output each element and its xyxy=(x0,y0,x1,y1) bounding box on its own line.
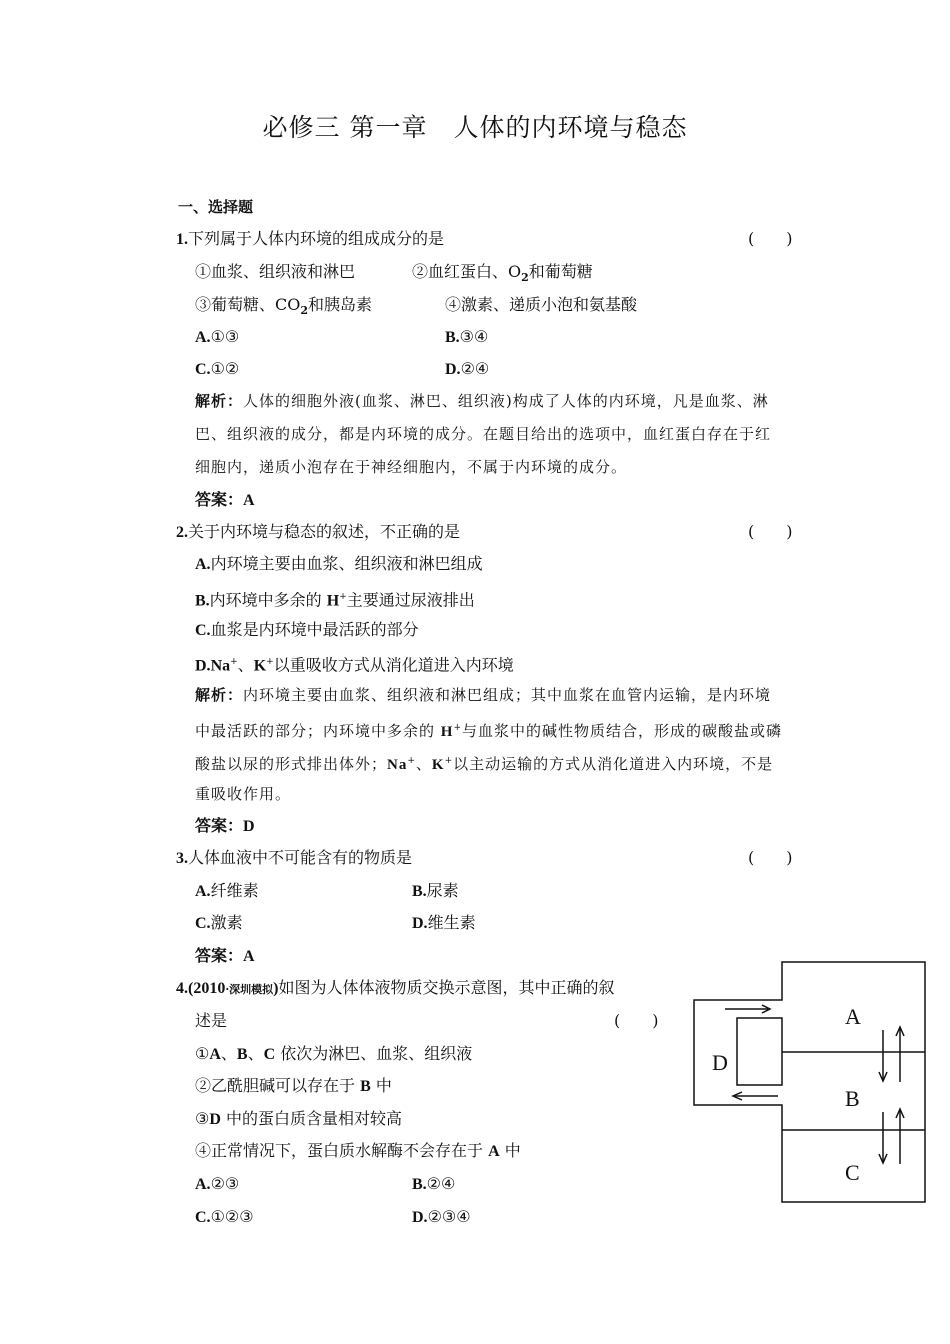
answer-value: A xyxy=(243,948,255,965)
answer-value: D xyxy=(243,818,255,835)
option-letter: B. xyxy=(412,1176,427,1193)
option-text: ①② xyxy=(210,359,240,378)
question-number: 3. xyxy=(176,850,188,867)
statement-text: 中 xyxy=(370,1076,392,1095)
separator: 、 xyxy=(247,1044,264,1063)
question-number: 4. xyxy=(176,980,188,997)
option-c xyxy=(195,1206,254,1229)
separator: 、 xyxy=(220,1044,237,1063)
option-d xyxy=(445,358,489,381)
ion-symbol: K xyxy=(431,757,445,773)
option-text: ②③④ xyxy=(427,1207,471,1226)
statement-3 xyxy=(195,1108,402,1131)
option-text: ②④ xyxy=(426,1174,456,1193)
option-letter: B. xyxy=(195,592,210,610)
option-text: 激素 xyxy=(210,913,243,932)
option-letter: C. xyxy=(195,915,211,932)
explanation-text: 与血浆中的碱性物质结合，形成的碳酸盐或磷 xyxy=(462,722,783,740)
statement-text: ③ xyxy=(195,1109,210,1128)
ion-symbol: H xyxy=(440,724,454,740)
answer-bracket: ( ) xyxy=(748,848,793,867)
option-text: 维生素 xyxy=(427,913,476,932)
letter: D xyxy=(209,1111,221,1128)
superscript: + xyxy=(230,657,238,667)
ion-symbol: K xyxy=(253,657,267,675)
label-d: D xyxy=(712,1050,728,1075)
statement-text: 和葡萄糖 xyxy=(528,262,593,281)
letter: B xyxy=(236,1046,248,1063)
option-letter: A. xyxy=(195,556,211,573)
option-letter: D. xyxy=(412,1209,428,1226)
option-text: ②④ xyxy=(460,359,490,378)
separator: 、 xyxy=(237,655,254,675)
answer-label: 答案： xyxy=(195,818,244,835)
subscript: 2 xyxy=(521,271,529,285)
diagram-outline xyxy=(694,962,925,1202)
option-c xyxy=(195,619,419,642)
explanation-line xyxy=(195,390,769,413)
statement-text: ④正常情况下，蛋白质水解酶不会存在于 xyxy=(195,1141,489,1160)
superscript: + xyxy=(266,657,274,667)
explanation-line: 重吸收作用。 xyxy=(195,785,292,803)
option-d xyxy=(195,651,514,677)
ion-symbol: Na xyxy=(210,657,231,675)
label-c: C xyxy=(845,1160,860,1185)
label-b: B xyxy=(845,1086,860,1111)
d-inner-box xyxy=(737,1018,782,1085)
question-text: 关于内环境与稳态的叙述，不正确的是 xyxy=(188,522,461,541)
option-a xyxy=(195,553,483,576)
option-text: ②③ xyxy=(210,1174,240,1193)
option-c xyxy=(195,358,239,381)
option-text: 主要通过尿液排出 xyxy=(346,590,475,610)
letter: A xyxy=(488,1143,500,1160)
answer-label: 答案： xyxy=(195,492,244,509)
body-fluid-diagram xyxy=(690,958,930,1208)
statement-2 xyxy=(195,1075,392,1098)
statement-4 xyxy=(195,1140,521,1163)
superscript: + xyxy=(339,592,347,602)
answer-bracket: ( ) xyxy=(614,1011,659,1030)
question-4-stem-cont: 述是 xyxy=(195,1011,228,1030)
statement-text: 依次为淋巴、血浆、组织液 xyxy=(275,1044,473,1063)
answer-value: A xyxy=(243,492,255,509)
option-letter: D. xyxy=(445,361,461,378)
option-letter: B. xyxy=(445,329,460,346)
ion-symbol: H xyxy=(326,592,340,610)
option-letter: C. xyxy=(195,1209,211,1226)
option-letter: B. xyxy=(412,883,427,900)
statement-text: 中的蛋白质含量相对较高 xyxy=(220,1109,402,1128)
explanation-line xyxy=(195,750,773,776)
option-text: 纤维素 xyxy=(210,881,259,900)
question-number: 2. xyxy=(176,524,188,541)
option-text: ①③ xyxy=(210,327,240,346)
option-letter: A. xyxy=(195,329,211,346)
label-a: A xyxy=(845,1004,861,1029)
explanation-text: 内环境主要由血浆、组织液和淋巴组成；其中血浆在血管内运输，是内环境 xyxy=(243,686,772,704)
option-text: 血浆是内环境中最活跃的部分 xyxy=(210,620,419,639)
explanation-line xyxy=(195,717,782,743)
option-c xyxy=(195,912,243,935)
statement-1: ①血浆、组织液和淋巴 xyxy=(195,262,356,281)
question-3-stem xyxy=(176,847,412,870)
option-letter: C. xyxy=(195,622,211,639)
option-letter: A. xyxy=(195,883,211,900)
statement-1 xyxy=(195,1043,472,1066)
answer-bracket: ( ) xyxy=(748,522,793,541)
option-letter: D. xyxy=(412,915,428,932)
letter: C xyxy=(263,1046,276,1063)
option-letter: C. xyxy=(195,361,211,378)
explanation-line: 巴、组织液的成分，都是内环境的成分。在题目给出的选项中，血红蛋白存在于红 xyxy=(195,425,772,443)
statement-2 xyxy=(412,261,593,289)
option-b xyxy=(445,326,488,349)
option-d xyxy=(412,912,476,935)
answer-line xyxy=(195,945,255,968)
explanation-label: 解析： xyxy=(195,688,244,704)
section-heading: 一、选择题 xyxy=(178,198,254,216)
page-title: 必修三 第一章 人体的内环境与稳态 xyxy=(262,113,688,142)
option-b xyxy=(412,1173,455,1196)
question-4-stem xyxy=(176,977,615,1001)
explanation-text: 中最活跃的部分；内环境中多余的 xyxy=(195,722,441,740)
answer-line xyxy=(195,815,255,838)
superscript: + xyxy=(453,723,462,733)
option-text: 内环境中多余的 xyxy=(209,590,327,610)
option-text: 内环境主要由血浆、组织液和淋巴组成 xyxy=(210,554,483,573)
explanation-text: 人体的细胞外液(血浆、淋巴、组织液)构成了人体的内环境，凡是血浆、淋 xyxy=(243,392,769,410)
option-a xyxy=(195,326,239,349)
source-year: (2010 xyxy=(188,980,226,997)
explanation-line: 细胞内，递质小泡存在于神经细胞内，不属于内环境的成分。 xyxy=(195,458,628,476)
statement-text: 和胰岛素 xyxy=(308,295,373,314)
subscript: 2 xyxy=(300,304,309,318)
option-letter: D. xyxy=(195,657,211,675)
option-a xyxy=(195,1173,239,1196)
option-b xyxy=(195,586,475,612)
letter: B xyxy=(360,1078,371,1095)
statement-text: ②乙酰胆碱可以存在于 xyxy=(195,1076,361,1095)
ion-symbol: Na xyxy=(387,757,408,773)
explanation-text: 以主动运输的方式从消化道进入内环境，不是 xyxy=(453,755,774,773)
explanation-label: 解析： xyxy=(195,394,244,410)
question-text: 人体血液中不可能含有的物质是 xyxy=(188,848,413,867)
superscript: + xyxy=(444,756,454,766)
explanation-line xyxy=(195,684,771,707)
statement-text: 中 xyxy=(499,1141,521,1160)
option-text: ③④ xyxy=(459,327,489,346)
option-letter: A. xyxy=(195,1176,211,1193)
question-text: 如图为人体体液物质交换示意图，其中正确的叙 xyxy=(278,978,615,997)
question-number: 1. xyxy=(176,231,188,248)
option-b xyxy=(412,880,459,903)
option-text: 尿素 xyxy=(426,881,459,900)
option-d xyxy=(412,1206,471,1229)
statement-text: ① xyxy=(195,1044,210,1063)
source-close: ) xyxy=(273,980,279,997)
statement-text: ③葡萄糖、CO xyxy=(195,295,301,314)
source-name: ·深圳模拟 xyxy=(225,983,274,996)
statement-4: ④激素、递质小泡和氨基酸 xyxy=(445,295,638,314)
answer-line xyxy=(195,489,255,512)
answer-bracket: ( ) xyxy=(748,229,793,248)
statement-3 xyxy=(195,294,372,322)
answer-label: 答案： xyxy=(195,948,244,965)
option-text: 以重吸收方式从消化道进入内环境 xyxy=(273,655,514,675)
question-1-stem xyxy=(176,228,444,251)
explanation-text: 酸盐以尿的形式排出体外； xyxy=(195,755,388,773)
question-text: 下列属于人体内环境的组成成分的是 xyxy=(188,229,445,248)
separator: 、 xyxy=(415,755,432,773)
letter: A xyxy=(209,1046,221,1063)
superscript: + xyxy=(407,756,416,766)
statement-text: ②血红蛋白、O xyxy=(412,262,522,281)
option-a xyxy=(195,880,259,903)
option-text: ①②③ xyxy=(210,1207,254,1226)
question-2-stem xyxy=(176,521,460,544)
